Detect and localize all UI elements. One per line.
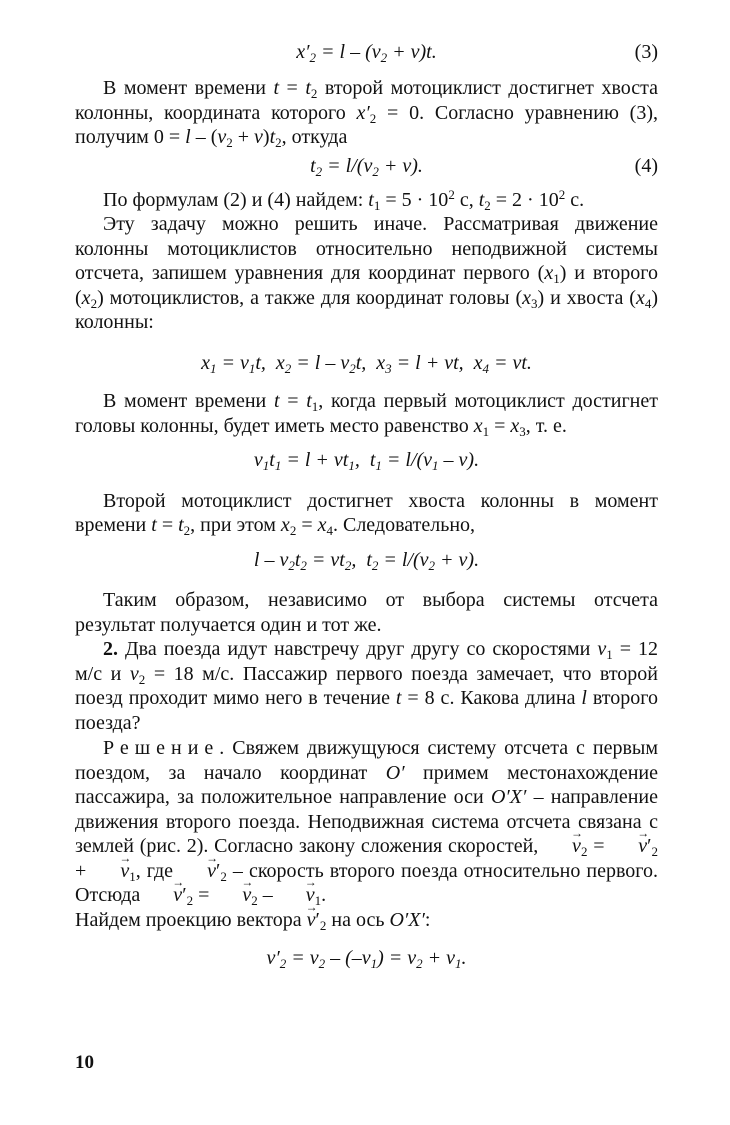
equation-3: $x'_2 = l - (v_2 + v)t$. (3): [296, 41, 658, 65]
equation-projection: $v'_2 = v_2 - (-v_1) = v_2 + v_1$.: [266, 947, 467, 971]
paragraph: В момент времени $t = t_2$ второй мотоциклист достигнет хвоста колонны, координата которого $x'_2 = 0$. Согласно уравнению (3), получим $0 = l - (v_2 + v)t_2$, откуда: [75, 77, 658, 150]
equation-number: (4): [634, 154, 658, 177]
page-number: 10: [75, 1052, 94, 1073]
paragraph: По формулам (2) и (4) найдем: $t_1 = 5 \cdot 10^2$ с, $t_2 = 2 \cdot 10^2$ с.: [103, 186, 585, 213]
page-body: [75, 40, 658, 971]
paragraph: Таким образом, независимо от выбора системы отсчета результат получается один и тот же.: [75, 589, 658, 636]
paragraph: Найдем проекцию вектора → $v'_2$ на ось O′X′:: [75, 908, 658, 933]
paragraph: Эту задачу можно решить иначе. Рассматривая движение колонны мотоциклистов относительно неподвижной системы отсчета, запишем уравнения для координат первого $(x_1)$ и второго $(x_2)$ мотоциклистов, а также для координат головы $(x_3)$ и хвоста $(x_4)$ колонны:: [75, 213, 659, 333]
solution-paragraph: Решение. Свяжем движущуюся систему отсчета с первым поездом, за начало координат O′ примем местонахождение пассажира, за положительное направление оси O′X′ – направление движения второго поезда. Неподвижная система отсчета связана с землей (рис. 2). Согласно закону сложения скоростей, → $v_2$ = → $v'_2$ + → $v_1$, где → $v'_2$ – скорость второго поезда относительно первого. Отсюда → $v'_2$ = → $v_2$ – → $v_1$.: [75, 736, 658, 908]
paragraph: Второй мотоциклист достигнет хвоста колонны в момент времени $t = t_2$, при этом $x_2 = x_4$. Следовательно,: [75, 489, 658, 538]
equation-t1: $v_1t_1 = l + vt_1$, $t_1 = l/(v_1 - v)$.: [253, 449, 480, 473]
equation-coordinates: $x_1 = v_1t$, $x_2 = l - v_2t$, $x_3 = l$ + vt, $x_4$ = vt.: [201, 351, 532, 376]
equation-number: (3): [634, 41, 658, 63]
equation-4: $t_2 = l/(v_2 + v)$. (4): [310, 154, 658, 179]
solution-label: Решение: [103, 737, 220, 759]
equation-t2: $l - v_2t_2 = vt_2$, $t_2 = l/(v_2 + v)$.: [253, 548, 480, 573]
paragraph: В момент времени $t = t_1$, когда первый мотоциклист достигнет головы колонны, будет иметь место равенство $x_1 = x_3$, т. е.: [75, 390, 658, 439]
problem-2: 2. Два поезда идут навстречу друг другу со скоростями $v_1 = 12$ м/с и $v_2 = 18$ м/с. Пассажир первого поезда замечает, что второй поезд проходит мимо него в течение t = 8 с. Какова длина l второго поезда?: [75, 638, 659, 734]
